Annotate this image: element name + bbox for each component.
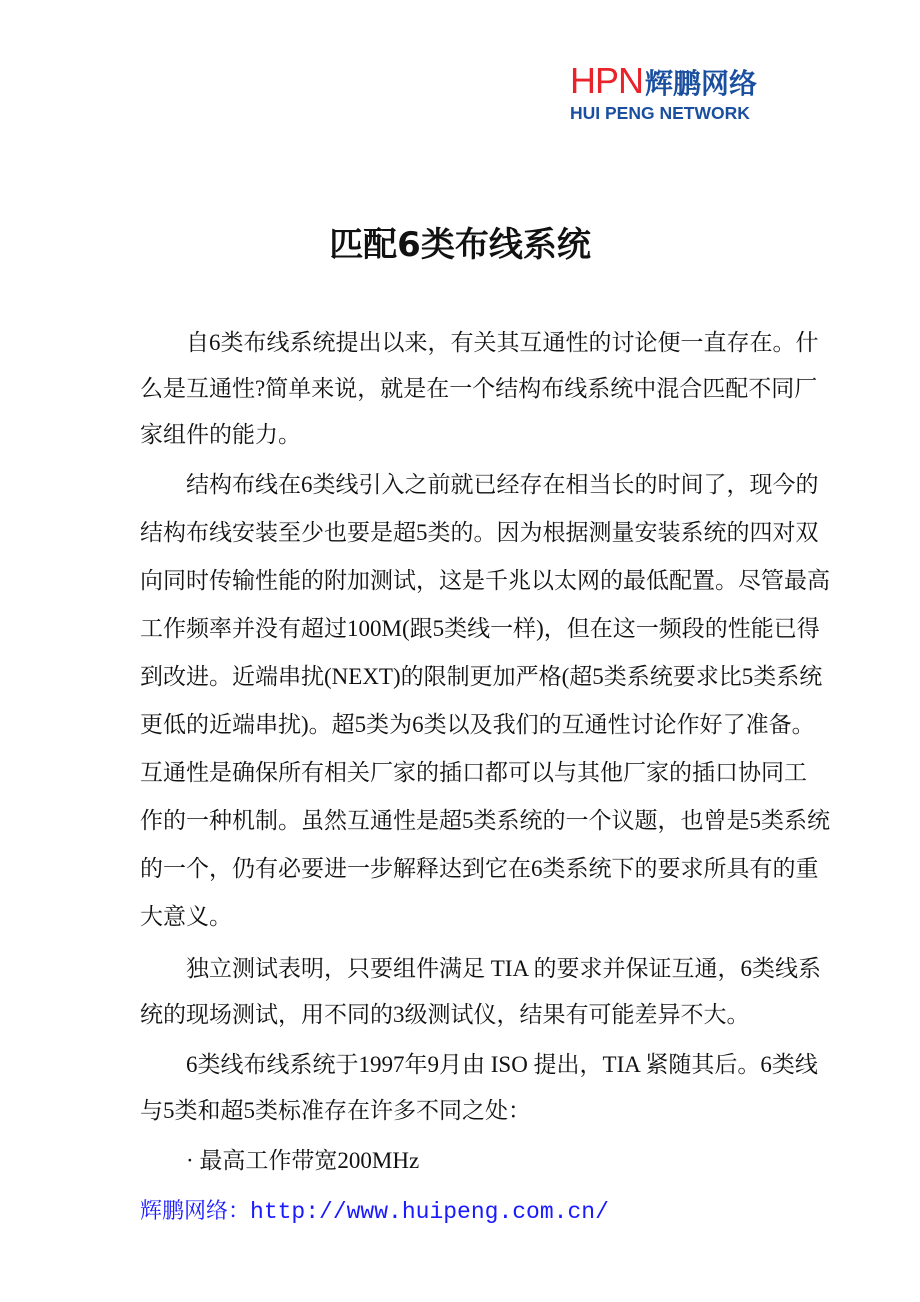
text-line: 工作频率并没有超过100M(跟5类线一样)，但在这一频段的性能已得 — [140, 616, 820, 641]
text-line: 6类线布线系统于1997年9月由 ISO 提出，TIA 紧随其后。6类线 — [186, 1052, 818, 1077]
text-line: 更低的近端串扰)。超5类为6类以及我们的互通性讨论作好了准备。 — [140, 712, 815, 737]
footer — [140, 1196, 609, 1227]
text-line: 到改进。近端串扰(NEXT)的限制更加严格(超5类系统要求比5类系统 — [140, 664, 823, 689]
footer-url-link[interactable]: http://www.huipeng.com.cn/ — [250, 1199, 609, 1225]
company-logo — [570, 62, 780, 123]
footer-label: 辉鹏网络： — [140, 1198, 251, 1223]
text-line: 作的一种机制。虽然互通性是超5类系统的一个议题，也曾是5类系统 — [140, 808, 830, 833]
bullet-item: · 最高工作带宽200MHz — [186, 1148, 420, 1173]
text-line: 与5类和超5类标准存在许多不同之处： — [140, 1098, 531, 1123]
text-line: 独立测试表明，只要组件满足 TIA 的要求并保证互通，6类线系 — [186, 956, 822, 981]
text-line: 大意义。 — [140, 904, 232, 929]
logo-brand-cn: 辉鹏网络 — [645, 67, 758, 100]
text-line: 统的现场测试，用不同的3级测试仪，结果有可能差异不大。 — [140, 1002, 750, 1027]
text-line: 互通性是确保所有相关厂家的插口都可以与其他厂家的插口协同工 — [140, 760, 807, 785]
document-title: 匹配6类布线系统 — [329, 225, 591, 265]
text-line: 自6类布线系统提出以来，有关其互通性的讨论便一直存在。什 — [186, 330, 819, 355]
text-line: 向同时传输性能的附加测试，这是千兆以太网的最低配置。尽管最高 — [140, 568, 830, 593]
text-line: 么是互通性?简单来说，就是在一个结构布线系统中混合匹配不同厂 — [140, 376, 818, 401]
text-line: 家组件的能力。 — [140, 422, 301, 447]
logo-brand-en: HUI PENG NETWORK — [570, 103, 750, 123]
text-line: 的一个，仍有必要进一步解释达到它在6类系统下的要求所具有的重 — [140, 856, 819, 881]
text-line: 结构布线安装至少也要是超5类的。因为根据测量安装系统的四对双 — [140, 520, 819, 545]
text-line: 结构布线在6类线引入之前就已经存在相当长的时间了，现今的 — [186, 472, 819, 497]
logo-brand: HPN — [570, 60, 644, 101]
